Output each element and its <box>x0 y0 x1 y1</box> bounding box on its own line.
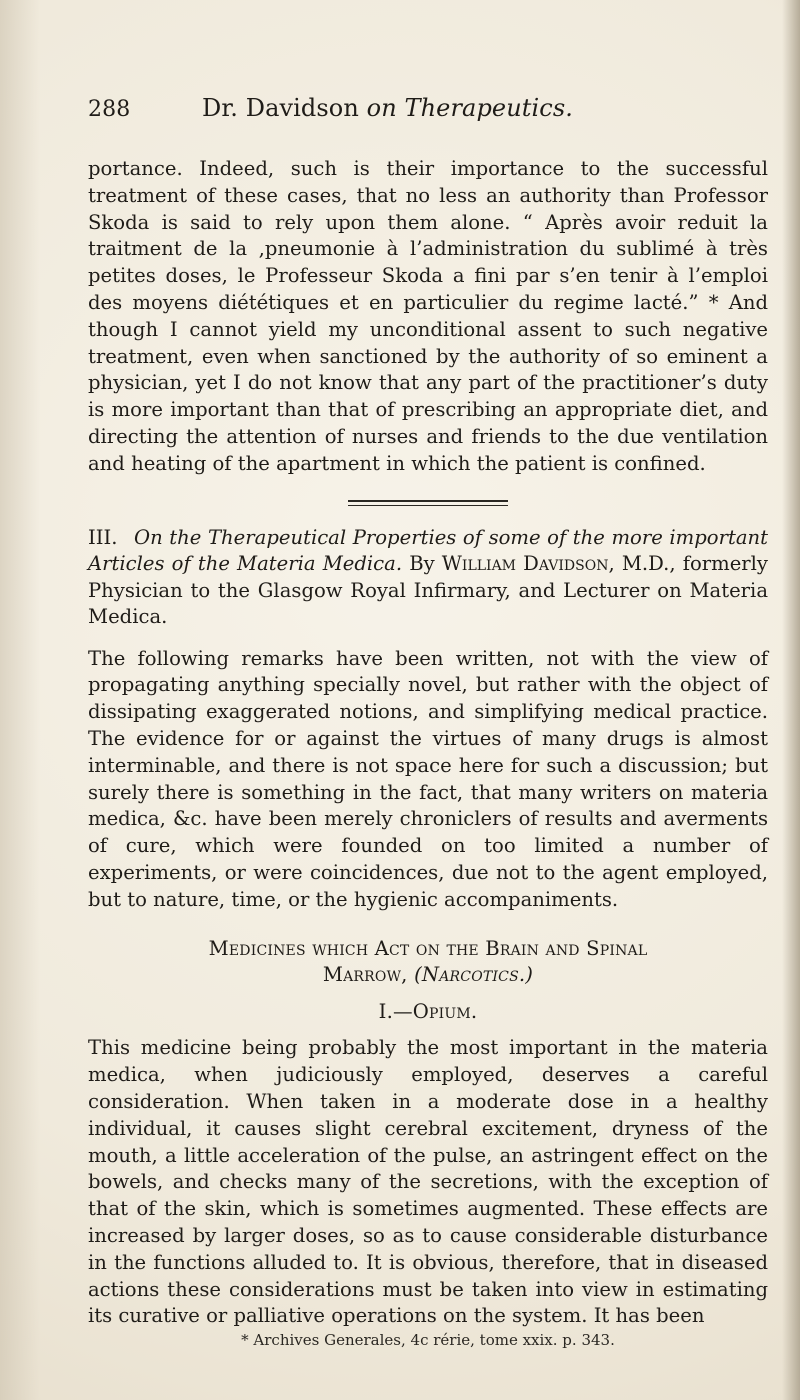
spacer <box>88 631 768 646</box>
running-head <box>88 94 768 124</box>
subheading-opium: I.—Opium. <box>378 999 478 1023</box>
introductory-paragraph: The following remarks have been written, not with the view of propagating anything specially novel, but rather with the object of dissipating exaggerated notions, and simplifying medical practice. The evidence for or against the virtues of many drugs is almost interminable, and there is not space here for such a discussion; but surely there is something in the fact, that many writers on materia medica, &c. have been merely chroniclers of results and averments of cure, which were founded on too limited a number of experiments, or were coincidences, due not to the agent employed, but to nature, time, or the hygienic accompaniments. <box>88 646 768 911</box>
article-title-text: On the Therapeutical Properties of some of the more important Articles of the Materia Medica. <box>88 525 768 576</box>
header-title <box>200 94 768 122</box>
article-author-details: M.D., formerly Physician to the Glasgow Royal Infirmary, and Lecturer on Materia Medica. <box>88 552 768 629</box>
article-by: By <box>409 552 435 576</box>
opium-paragraph: This medicine being probably the most important in the materia medica, when judiciously employed, deserves a careful consideration. When taken in a moderate dose in a healthy individual, it causes slight cerebral excitement, dryness of the mouth, a little acceleration of the pulse, an astringent effect on the bowels, and checks many of the secretions, with the exception of that of the skin, which is sometimes augmented. These effects are increased by larger doses, so as to cause considerable disturbance in the functions alluded to. It is obvious, therefore, that in diseased actions these considerations must be taken into view in estimating its curative or palliative operations on the system. It has been <box>88 1036 768 1328</box>
section-heading-line-2 <box>88 962 768 989</box>
footnote: * Archives Generales, 4c rérie, tome xxix. p. 343. <box>241 1331 615 1350</box>
section-heading-italic: (Narcotics.) <box>414 963 534 987</box>
article-title <box>88 525 768 631</box>
header-author: Dr. Davidson <box>202 94 359 122</box>
article-author: William Davidson, <box>441 552 615 576</box>
paragraph-continuation: portance. Indeed, such is their importance to the successful treatment of these cases, that no less an authority than Professor Skoda is said to rely upon them alone. “ Après avoir reduit la traitment de la ,pneumonie à l’administration du sublimé à très petites doses, le Professeur Skoda a fini par s’en tenir à l’emploi des moyens diététiques et en particulier du regime lacté.” * And though I cannot yield my unconditional assent to such negative treatment, even when sanctioned by the authority of so eminent a physician, yet I do not know that any part of the practitioner’s duty is more important than that of prescribing an appropriate diet, and directing the attention of nurses and friends to the due ventilation and heating of the apartment in which the patient is confined. <box>88 157 768 475</box>
page-number: 288 <box>88 97 131 122</box>
page-content <box>88 94 768 1350</box>
section-heading-line-1: Medicines which Act on the Brain and Spinal <box>208 936 648 960</box>
article-number: III. <box>88 525 118 549</box>
section-heading <box>88 936 768 989</box>
section-heading-plain: Marrow, <box>322 963 408 987</box>
double-rule <box>348 500 508 506</box>
header-subject: on Therapeutics. <box>366 94 573 122</box>
section-divider <box>88 500 768 506</box>
